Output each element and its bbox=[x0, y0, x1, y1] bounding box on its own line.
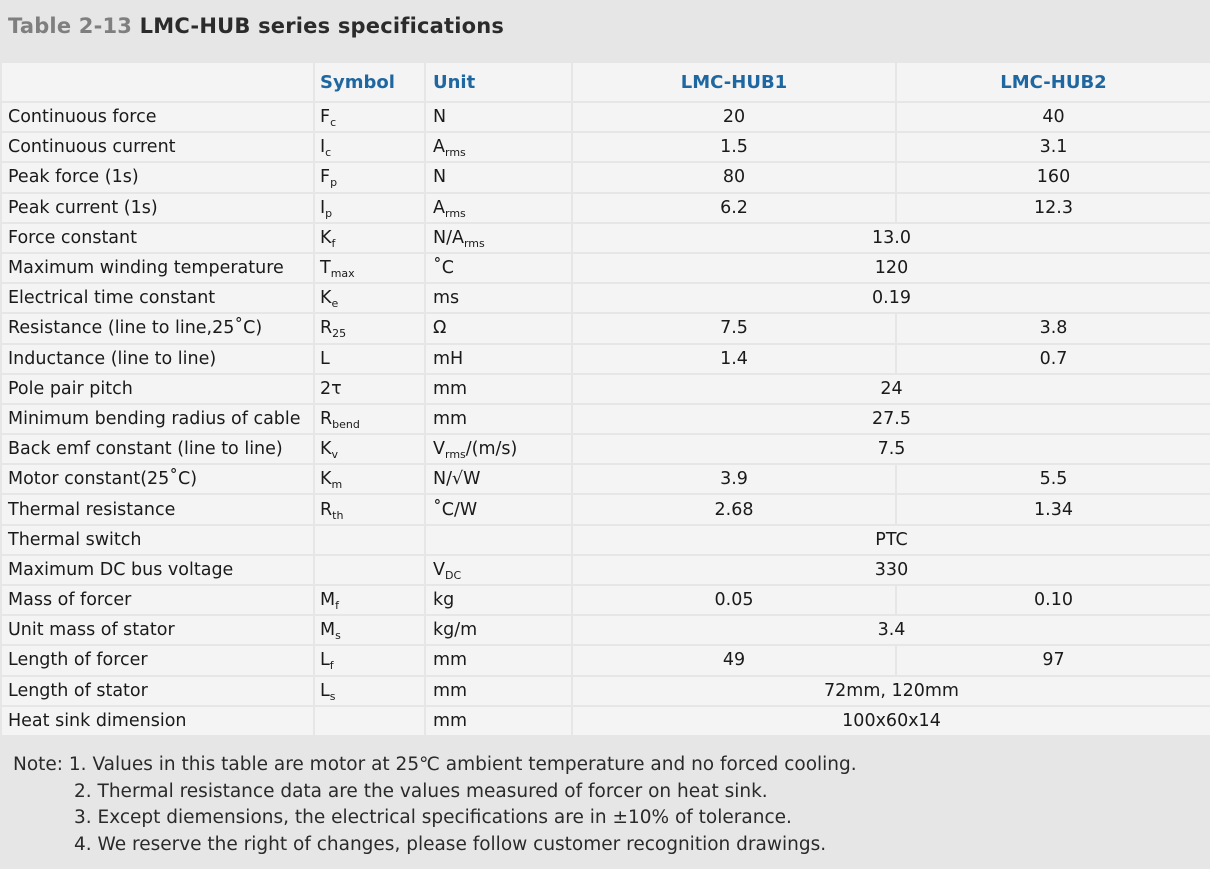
unit-subscript: rms bbox=[444, 206, 466, 220]
unit-cell bbox=[426, 224, 573, 254]
unit-cell bbox=[426, 163, 573, 193]
symbol-cell bbox=[315, 284, 426, 314]
unit-text: N bbox=[433, 167, 447, 188]
value-cell-merged bbox=[573, 435, 1210, 465]
symbol-subscript: p bbox=[330, 176, 338, 190]
table-row bbox=[2, 556, 1210, 586]
unit-cell bbox=[426, 405, 573, 435]
value-text: 97 bbox=[1042, 650, 1065, 671]
param-cell bbox=[2, 103, 315, 133]
value-text: 13.0 bbox=[872, 227, 911, 248]
param-cell bbox=[2, 405, 315, 435]
value-cell-merged bbox=[573, 677, 1210, 707]
symbol-subscript: p bbox=[325, 206, 333, 220]
param-cell bbox=[2, 556, 315, 586]
symbol-text: F bbox=[320, 107, 331, 128]
param-cell bbox=[2, 526, 315, 556]
symbol-cell bbox=[315, 254, 426, 284]
unit-cell bbox=[426, 194, 573, 224]
value-text: 7.5 bbox=[720, 318, 748, 339]
unit-text: mH bbox=[433, 348, 464, 369]
symbol-cell bbox=[315, 586, 426, 616]
table-row bbox=[2, 254, 1210, 284]
table-row bbox=[2, 677, 1210, 707]
value-text: 100x60x14 bbox=[842, 710, 941, 731]
table-row bbox=[2, 707, 1210, 737]
value-cell-lmc-hub2 bbox=[897, 586, 1210, 616]
param-label: Length of stator bbox=[8, 680, 148, 701]
symbol-cell bbox=[315, 224, 426, 254]
unit-cell bbox=[426, 495, 573, 525]
table-row bbox=[2, 405, 1210, 435]
value-cell-lmc-hub1 bbox=[573, 465, 897, 495]
value-cell-merged bbox=[573, 405, 1210, 435]
param-cell bbox=[2, 254, 315, 284]
spec-table bbox=[2, 63, 1210, 737]
value-text: 72mm, 120mm bbox=[824, 680, 959, 701]
unit-cell bbox=[426, 586, 573, 616]
value-text: 40 bbox=[1042, 107, 1065, 128]
param-cell bbox=[2, 586, 315, 616]
value-cell-lmc-hub1 bbox=[573, 163, 897, 193]
value-text: 7.5 bbox=[877, 439, 906, 460]
unit-text: mm bbox=[433, 408, 468, 429]
param-label: Peak force (1s) bbox=[8, 167, 139, 188]
value-text: 120 bbox=[874, 258, 909, 279]
symbol-text: T bbox=[320, 258, 331, 279]
symbol-cell bbox=[315, 556, 426, 586]
value-text: 27.5 bbox=[872, 408, 911, 429]
value-text: 160 bbox=[1036, 167, 1071, 188]
symbol-subscript: c bbox=[325, 146, 332, 160]
value-cell-lmc-hub1 bbox=[573, 133, 897, 163]
value-text: 0.10 bbox=[1034, 590, 1073, 611]
unit-cell bbox=[426, 677, 573, 707]
symbol-cell bbox=[315, 465, 426, 495]
header-lmc-hub1: LMC-HUB1 bbox=[573, 63, 897, 103]
value-text: 3.9 bbox=[720, 469, 748, 490]
unit-tail: /(m/s) bbox=[465, 439, 518, 460]
symbol-subscript: th bbox=[332, 508, 344, 522]
param-label: Thermal switch bbox=[8, 529, 142, 550]
value-text: 2.68 bbox=[714, 499, 754, 520]
value-text: 1.5 bbox=[720, 137, 748, 158]
note-line-2: 2. Thermal resistance data are the values measured of forcer on heat sink. bbox=[74, 780, 768, 802]
param-cell bbox=[2, 616, 315, 646]
value-text: 49 bbox=[722, 650, 746, 671]
unit-text: V bbox=[433, 559, 445, 580]
table-row bbox=[2, 194, 1210, 224]
symbol-text: R bbox=[320, 499, 333, 520]
symbol-subscript: s bbox=[335, 629, 341, 643]
table-row bbox=[2, 224, 1210, 254]
unit-cell bbox=[426, 465, 573, 495]
table-row bbox=[2, 646, 1210, 676]
symbol-text: K bbox=[320, 439, 332, 460]
value-text: PTC bbox=[875, 529, 908, 550]
value-cell-merged bbox=[573, 284, 1210, 314]
table-number: Table 2-13 bbox=[8, 14, 133, 38]
table-row bbox=[2, 495, 1210, 525]
symbol-cell bbox=[315, 646, 426, 676]
note-line-4: 4. We reserve the right of changes, please follow customer recognition drawings. bbox=[74, 833, 827, 855]
value-text: 80 bbox=[722, 167, 746, 188]
value-cell-lmc-hub1 bbox=[573, 345, 897, 375]
param-label: Heat sink dimension bbox=[8, 710, 187, 731]
table-row bbox=[2, 526, 1210, 556]
symbol-cell bbox=[315, 435, 426, 465]
param-label: Electrical time constant bbox=[8, 288, 216, 309]
symbol-cell bbox=[315, 314, 426, 344]
value-cell-merged bbox=[573, 616, 1210, 646]
value-cell-lmc-hub1 bbox=[573, 103, 897, 133]
table-row bbox=[2, 345, 1210, 375]
unit-cell bbox=[426, 103, 573, 133]
value-cell-merged bbox=[573, 375, 1210, 405]
param-label: Continuous current bbox=[8, 137, 176, 158]
value-text: 0.7 bbox=[1039, 348, 1068, 369]
value-text: 3.1 bbox=[1039, 137, 1068, 158]
unit-text: N bbox=[433, 107, 447, 128]
param-cell bbox=[2, 707, 315, 737]
value-cell-lmc-hub2 bbox=[897, 103, 1210, 133]
unit-text: V bbox=[433, 439, 445, 460]
value-cell-lmc-hub2 bbox=[897, 133, 1210, 163]
unit-text: ms bbox=[433, 288, 460, 309]
value-cell-lmc-hub2 bbox=[897, 646, 1210, 676]
value-text: 6.2 bbox=[720, 197, 748, 218]
value-cell-lmc-hub2 bbox=[897, 345, 1210, 375]
unit-cell bbox=[426, 133, 573, 163]
unit-text: mm bbox=[433, 680, 468, 701]
table-row bbox=[2, 314, 1210, 344]
param-cell bbox=[2, 646, 315, 676]
param-cell bbox=[2, 163, 315, 193]
value-text: 24 bbox=[880, 378, 903, 399]
header-unit: Unit bbox=[426, 63, 573, 103]
unit-text: A bbox=[433, 137, 445, 158]
symbol-cell bbox=[315, 707, 426, 737]
value-cell-lmc-hub1 bbox=[573, 314, 897, 344]
symbol-subscript: f bbox=[335, 599, 339, 613]
value-text: 1.34 bbox=[1034, 499, 1073, 520]
symbol-cell bbox=[315, 103, 426, 133]
value-cell-lmc-hub2 bbox=[897, 194, 1210, 224]
param-label: Resistance (line to line,25˚C) bbox=[8, 318, 263, 339]
header-param bbox=[2, 63, 315, 103]
symbol-subscript: s bbox=[329, 689, 336, 703]
param-label: Maximum DC bus voltage bbox=[8, 559, 234, 580]
symbol-text: F bbox=[320, 167, 331, 188]
value-cell-merged bbox=[573, 707, 1210, 737]
symbol-text: K bbox=[320, 288, 332, 309]
param-label: Back emf constant (line to line) bbox=[8, 439, 283, 460]
unit-subscript: rms bbox=[444, 146, 466, 160]
value-cell-lmc-hub1 bbox=[573, 586, 897, 616]
param-label: Mass of forcer bbox=[8, 590, 132, 611]
symbol-cell bbox=[315, 616, 426, 646]
notes bbox=[13, 752, 857, 858]
value-cell-lmc-hub2 bbox=[897, 163, 1210, 193]
unit-cell bbox=[426, 314, 573, 344]
value-cell-merged bbox=[573, 224, 1210, 254]
param-cell bbox=[2, 194, 315, 224]
symbol-subscript: f bbox=[331, 236, 336, 250]
table-row bbox=[2, 375, 1210, 405]
unit-cell bbox=[426, 345, 573, 375]
value-text: 12.3 bbox=[1034, 197, 1073, 218]
param-cell bbox=[2, 284, 315, 314]
unit-cell bbox=[426, 707, 573, 737]
param-label: Unit mass of stator bbox=[8, 620, 175, 641]
symbol-cell bbox=[315, 405, 426, 435]
param-cell bbox=[2, 314, 315, 344]
param-label: Pole pair pitch bbox=[8, 378, 133, 399]
note-line-1: Note: 1. Values in this table are motor at 25℃ ambient temperature and no forced cooling. bbox=[13, 754, 857, 775]
unit-text: kg/m bbox=[433, 620, 478, 641]
unit-text: mm bbox=[433, 378, 468, 399]
header-lmc-hub2: LMC-HUB2 bbox=[897, 63, 1210, 103]
table-row bbox=[2, 284, 1210, 314]
symbol-text: K bbox=[320, 469, 332, 490]
table-title bbox=[8, 14, 504, 38]
symbol-text: K bbox=[320, 227, 332, 248]
param-cell bbox=[2, 224, 315, 254]
unit-subscript: rms bbox=[444, 448, 466, 462]
value-text: 1.4 bbox=[720, 348, 748, 369]
param-cell bbox=[2, 495, 315, 525]
value-cell-lmc-hub2 bbox=[897, 314, 1210, 344]
param-label: Thermal resistance bbox=[8, 499, 176, 520]
symbol-cell bbox=[315, 133, 426, 163]
unit-text: Ω bbox=[433, 318, 447, 339]
symbol-cell bbox=[315, 677, 426, 707]
value-text: 20 bbox=[722, 107, 746, 128]
header-symbol: Symbol bbox=[315, 63, 426, 103]
table-row bbox=[2, 133, 1210, 163]
unit-cell bbox=[426, 526, 573, 556]
unit-text: N/√W bbox=[433, 469, 481, 490]
symbol-cell bbox=[315, 495, 426, 525]
param-label: Length of forcer bbox=[8, 650, 148, 671]
symbol-text: I bbox=[320, 137, 326, 158]
symbol-subscript: 25 bbox=[332, 327, 347, 341]
table-body bbox=[2, 103, 1210, 737]
param-label: Inductance (line to line) bbox=[8, 348, 217, 369]
unit-text: mm bbox=[433, 710, 468, 731]
symbol-subscript: c bbox=[330, 116, 337, 130]
symbol-text: L bbox=[320, 348, 330, 369]
table-row bbox=[2, 163, 1210, 193]
unit-cell bbox=[426, 254, 573, 284]
unit-cell bbox=[426, 375, 573, 405]
unit-cell bbox=[426, 284, 573, 314]
param-cell bbox=[2, 435, 315, 465]
unit-subscript: rms bbox=[463, 236, 485, 250]
unit-text: mm bbox=[433, 650, 468, 671]
symbol-text: R bbox=[320, 318, 333, 339]
value-text: 5.5 bbox=[1039, 469, 1068, 490]
param-cell bbox=[2, 375, 315, 405]
value-cell-lmc-hub1 bbox=[573, 646, 897, 676]
table-header-row bbox=[2, 63, 1210, 103]
param-label: Force constant bbox=[8, 227, 137, 248]
unit-cell bbox=[426, 646, 573, 676]
value-cell-merged bbox=[573, 556, 1210, 586]
symbol-cell bbox=[315, 345, 426, 375]
unit-cell bbox=[426, 556, 573, 586]
value-cell-lmc-hub2 bbox=[897, 495, 1210, 525]
value-cell-lmc-hub1 bbox=[573, 495, 897, 525]
unit-text: A bbox=[433, 197, 445, 218]
value-text: 0.05 bbox=[714, 590, 754, 611]
symbol-cell bbox=[315, 194, 426, 224]
unit-subscript: DC bbox=[444, 568, 462, 582]
value-cell-lmc-hub2 bbox=[897, 465, 1210, 495]
unit-cell bbox=[426, 616, 573, 646]
symbol-text: 2τ bbox=[320, 378, 342, 399]
symbol-text: M bbox=[320, 620, 336, 641]
unit-text: kg bbox=[433, 590, 455, 611]
symbol-cell bbox=[315, 163, 426, 193]
value-text: 0.19 bbox=[872, 288, 911, 309]
symbol-text: L bbox=[320, 680, 330, 701]
param-cell bbox=[2, 677, 315, 707]
value-text: 3.4 bbox=[877, 620, 906, 641]
table-row bbox=[2, 616, 1210, 646]
symbol-text: R bbox=[320, 408, 333, 429]
param-label: Minimum bending radius of cable bbox=[8, 408, 301, 429]
param-cell bbox=[2, 345, 315, 375]
symbol-cell bbox=[315, 526, 426, 556]
table-row bbox=[2, 103, 1210, 133]
table-row bbox=[2, 586, 1210, 616]
value-cell-merged bbox=[573, 254, 1210, 284]
symbol-subscript: v bbox=[331, 448, 338, 462]
symbol-subscript: m bbox=[331, 478, 343, 492]
symbol-text: L bbox=[320, 650, 330, 671]
table-row bbox=[2, 465, 1210, 495]
symbol-subscript: bend bbox=[332, 417, 360, 431]
symbol-subscript: e bbox=[331, 297, 339, 311]
unit-text: ˚C/W bbox=[433, 499, 478, 520]
param-label: Peak current (1s) bbox=[8, 197, 158, 218]
param-cell bbox=[2, 465, 315, 495]
param-label: Continuous force bbox=[8, 107, 157, 128]
note-line-3: 3. Except diemensions, the electrical specifications are in ±10% of tolerance. bbox=[74, 807, 792, 828]
param-label: Maximum winding temperature bbox=[8, 258, 284, 279]
symbol-subscript: max bbox=[330, 267, 355, 281]
table-row bbox=[2, 435, 1210, 465]
unit-text: ˚C bbox=[433, 258, 454, 279]
value-text: 3.8 bbox=[1039, 318, 1068, 339]
unit-cell bbox=[426, 435, 573, 465]
value-cell-merged bbox=[573, 526, 1210, 556]
value-text: 330 bbox=[874, 559, 909, 580]
symbol-cell bbox=[315, 375, 426, 405]
value-cell-lmc-hub1 bbox=[573, 194, 897, 224]
table-name: LMC-HUB series specifications bbox=[139, 14, 505, 38]
unit-text: N/A bbox=[433, 227, 464, 248]
symbol-text: M bbox=[320, 590, 336, 611]
symbol-text: I bbox=[320, 197, 326, 218]
param-cell bbox=[2, 133, 315, 163]
symbol-subscript: f bbox=[329, 659, 334, 673]
param-label: Motor constant(25˚C) bbox=[8, 469, 198, 490]
